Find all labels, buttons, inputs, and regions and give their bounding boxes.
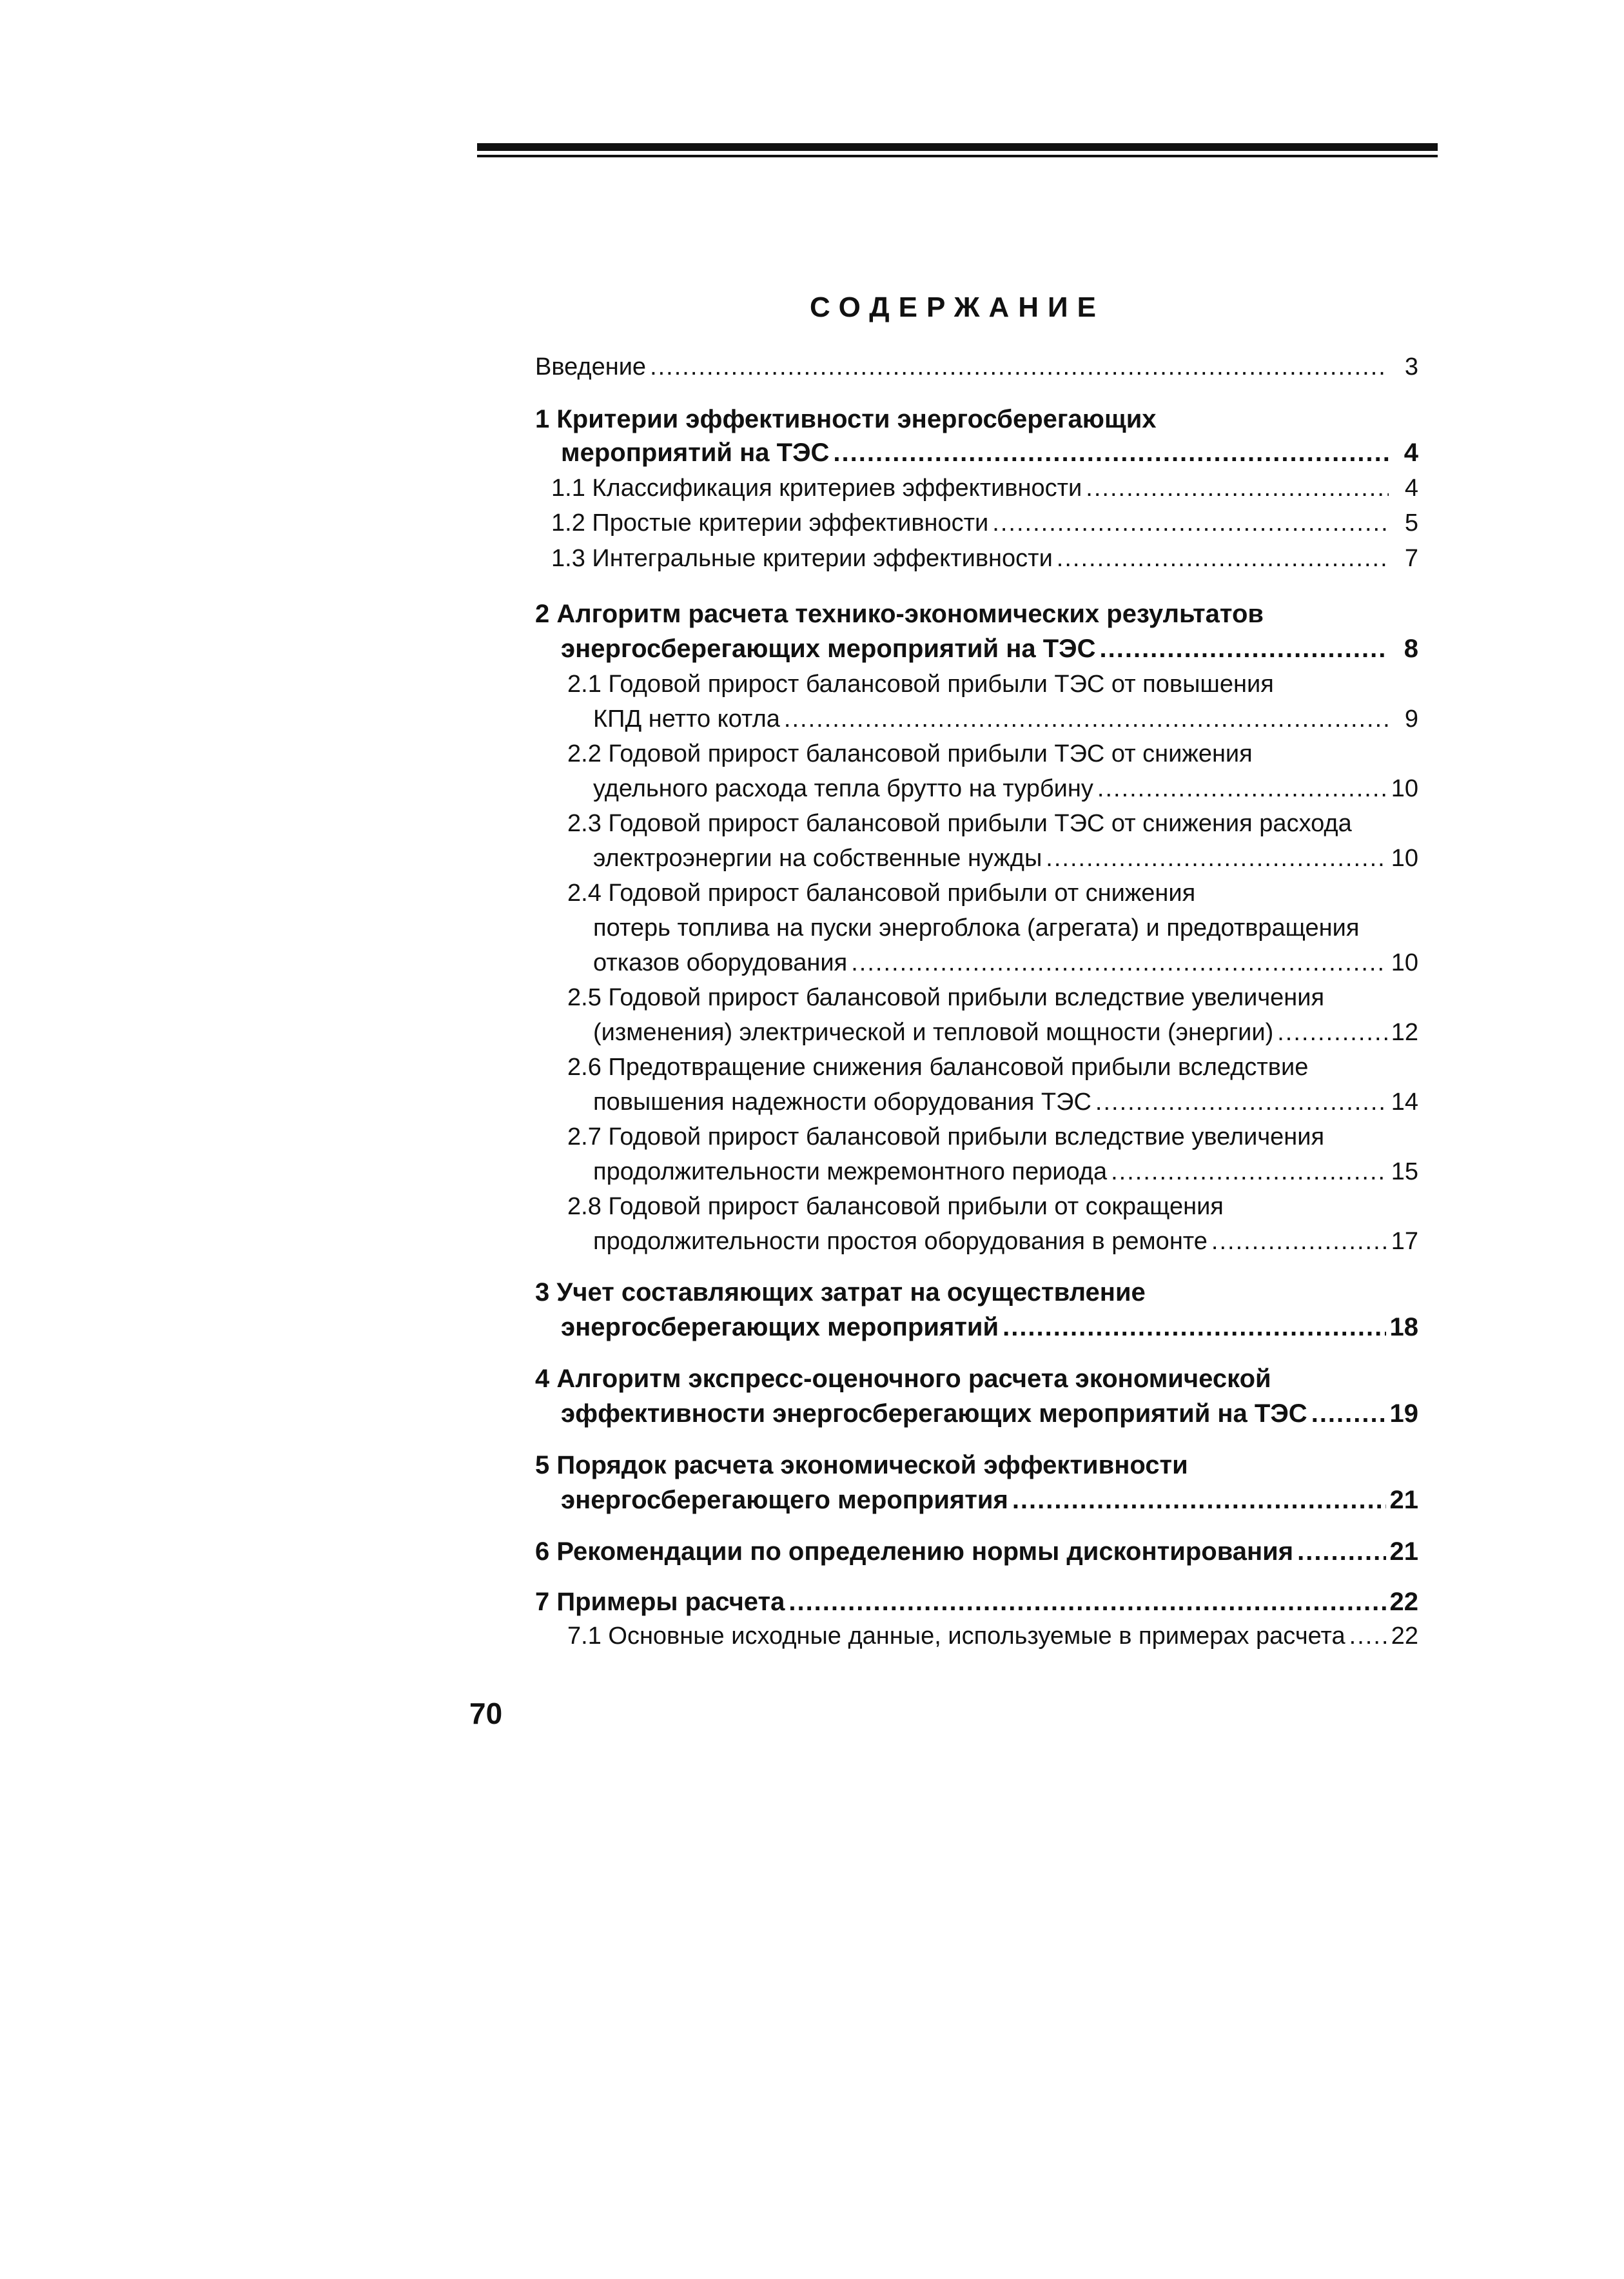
toc-title: СОДЕРЖАНИЕ [809, 291, 1106, 323]
toc-page-number: 8 [1404, 635, 1418, 663]
toc-entry-text: эффективности энергосберегающих мероприятий на ТЭС [561, 1399, 1307, 1428]
toc-entry-text: энергосберегающих мероприятий на ТЭС [561, 635, 1096, 663]
toc-page-number: 18 [1389, 1313, 1418, 1341]
toc-entry-text: 6 Рекомендации по определению нормы дисконтирования [535, 1537, 1294, 1566]
toc-page-number: 21 [1389, 1486, 1418, 1514]
toc-entry-intro[interactable] [535, 353, 1418, 381]
leader-dots [1095, 1089, 1387, 1116]
toc-entry-section-5[interactable] [561, 1486, 1418, 1515]
toc-page-number: 22 [1391, 1623, 1418, 1650]
toc-page-number: 21 [1389, 1537, 1418, 1566]
toc-entry-2-4-line2[interactable]: потерь топлива на пуски энергоблока (агрегата) и предотвращения [593, 914, 1360, 942]
toc-entry-text: электроэнергии на собственные нужды [593, 845, 1042, 872]
leader-dots [1100, 635, 1389, 664]
toc-section-4-line1[interactable]: 4 Алгоритм экспресс-оценочного расчета экономической [535, 1365, 1271, 1393]
toc-entry-section-2[interactable] [561, 635, 1418, 664]
leader-dots [1211, 1228, 1387, 1256]
toc-entry-text: 7.1 Основные исходные данные, используемые в примерах расчета [567, 1623, 1345, 1650]
toc-entry-section-7[interactable] [535, 1588, 1418, 1617]
leader-dots [788, 1588, 1385, 1617]
header-rule-thin [477, 155, 1438, 157]
toc-entry-2-6-line1[interactable]: 2.6 Предотвращение снижения балансовой прибыли вследствие [567, 1054, 1309, 1081]
toc-page-number: 4 [1404, 439, 1418, 467]
toc-page-number: 12 [1391, 1019, 1418, 1046]
toc-entry-2-8-line1[interactable]: 2.8 Годовой прирост балансовой прибыли от сокращения [567, 1193, 1224, 1220]
toc-entry-section-3[interactable] [561, 1313, 1418, 1342]
leader-dots [1097, 775, 1387, 803]
toc-entry-1-1[interactable] [551, 475, 1418, 502]
toc-page-number: 10 [1391, 775, 1418, 802]
toc-entry-section-4[interactable] [561, 1399, 1418, 1428]
toc-entry-2-1-line1[interactable]: 2.1 Годовой прирост балансовой прибыли ТЭС от повышения [567, 671, 1274, 698]
toc-page-number: 10 [1391, 949, 1418, 976]
toc-entry-text: мероприятий на ТЭС [561, 439, 830, 467]
toc-entry-section-6[interactable] [535, 1537, 1418, 1566]
leader-dots [650, 353, 1389, 381]
toc-page-number: 19 [1389, 1399, 1418, 1428]
toc-entry-text: 1.3 Интегральные критерии эффективности [551, 545, 1053, 572]
toc-entry-2-7-line1[interactable]: 2.7 Годовой прирост балансовой прибыли вследствие увеличения [567, 1123, 1325, 1150]
toc-entry-2-4[interactable] [593, 949, 1418, 977]
toc-entry-2-2-line1[interactable]: 2.2 Годовой прирост балансовой прибыли ТЭС от снижения [567, 740, 1253, 767]
toc-entry-text: КПД нетто котла [593, 705, 780, 733]
toc-page-number: 5 [1404, 509, 1418, 537]
toc-entry-2-5-line1[interactable]: 2.5 Годовой прирост балансовой прибыли вследствие увеличения [567, 984, 1325, 1011]
header-rule-thick [477, 143, 1438, 151]
toc-entry-2-2[interactable] [593, 775, 1418, 803]
toc-section-2-line1[interactable]: 2 Алгоритм расчета технико-экономических результатов [535, 600, 1264, 628]
toc-entry-text: повышения надежности оборудования ТЭС [593, 1089, 1091, 1116]
leader-dots [1003, 1313, 1385, 1342]
toc-entry-text: продолжительности простоя оборудования в ремонте [593, 1228, 1208, 1255]
toc-entry-2-3-line1[interactable]: 2.3 Годовой прирост балансовой прибыли ТЭС от снижения расхода [567, 810, 1352, 837]
leader-dots [1057, 545, 1389, 573]
toc-section-1-line1[interactable]: 1 Критерии эффективности энергосберегающих [535, 405, 1157, 433]
toc-section-5-line1[interactable]: 5 Порядок расчета экономической эффективности [535, 1451, 1188, 1479]
leader-dots [851, 949, 1387, 977]
toc-entry-1-3[interactable] [551, 545, 1418, 573]
leader-dots [1297, 1537, 1385, 1566]
toc-entry-text: отказов оборудования [593, 949, 848, 976]
toc-page-number: 7 [1404, 545, 1418, 572]
toc-page-number: 10 [1391, 845, 1418, 872]
leader-dots [1086, 475, 1389, 502]
leader-dots [1046, 845, 1387, 873]
toc-page-number: 14 [1391, 1089, 1418, 1116]
toc-entry-2-4-line1[interactable]: 2.4 Годовой прирост балансовой прибыли от снижения [567, 880, 1196, 907]
toc-section-3-line1[interactable]: 3 Учет составляющих затрат на осуществление [535, 1278, 1146, 1307]
toc-entry-text: Введение [535, 353, 647, 380]
toc-entry-text: удельного расхода тепла брутто на турбину [593, 775, 1093, 802]
toc-entry-2-6[interactable] [593, 1089, 1418, 1116]
toc-page-number: 15 [1391, 1158, 1418, 1185]
toc-page-number: 3 [1404, 353, 1418, 380]
toc-entry-section-1[interactable] [561, 439, 1418, 468]
toc-page-number: 17 [1391, 1228, 1418, 1255]
toc-entry-text: энергосберегающего мероприятия [561, 1486, 1008, 1514]
toc-entry-2-7[interactable] [593, 1158, 1418, 1186]
leader-dots [1111, 1158, 1387, 1186]
leader-dots [1012, 1486, 1386, 1515]
leader-dots [1349, 1623, 1387, 1650]
toc-page-number: 9 [1404, 705, 1418, 733]
leader-dots [992, 509, 1389, 537]
leader-dots [784, 705, 1389, 733]
toc-page-number: 4 [1404, 475, 1418, 502]
leader-dots [1277, 1019, 1387, 1047]
page-number: 70 [469, 1697, 503, 1730]
toc-entry-2-1[interactable] [593, 705, 1418, 733]
toc-entry-text: 7 Примеры расчета [535, 1588, 785, 1616]
toc-entry-text: энергосберегающих мероприятий [561, 1313, 999, 1341]
toc-entry-text: 1.2 Простые критерии эффективности [551, 509, 989, 537]
toc-entry-text: продолжительности межремонтного периода [593, 1158, 1108, 1185]
toc-entry-2-3[interactable] [593, 845, 1418, 873]
leader-dots [1311, 1399, 1386, 1428]
toc-entry-text: 1.1 Классификация критериев эффективности [551, 475, 1082, 502]
toc-entry-2-8[interactable] [593, 1228, 1418, 1256]
leader-dots [833, 439, 1389, 468]
toc-entry-text: (изменения) электрической и тепловой мощности (энергии) [593, 1019, 1274, 1046]
toc-entry-7-1[interactable] [567, 1623, 1418, 1650]
toc-entry-1-2[interactable] [551, 509, 1418, 537]
toc-page-number: 22 [1389, 1588, 1418, 1616]
toc-entry-2-5[interactable] [593, 1019, 1418, 1047]
